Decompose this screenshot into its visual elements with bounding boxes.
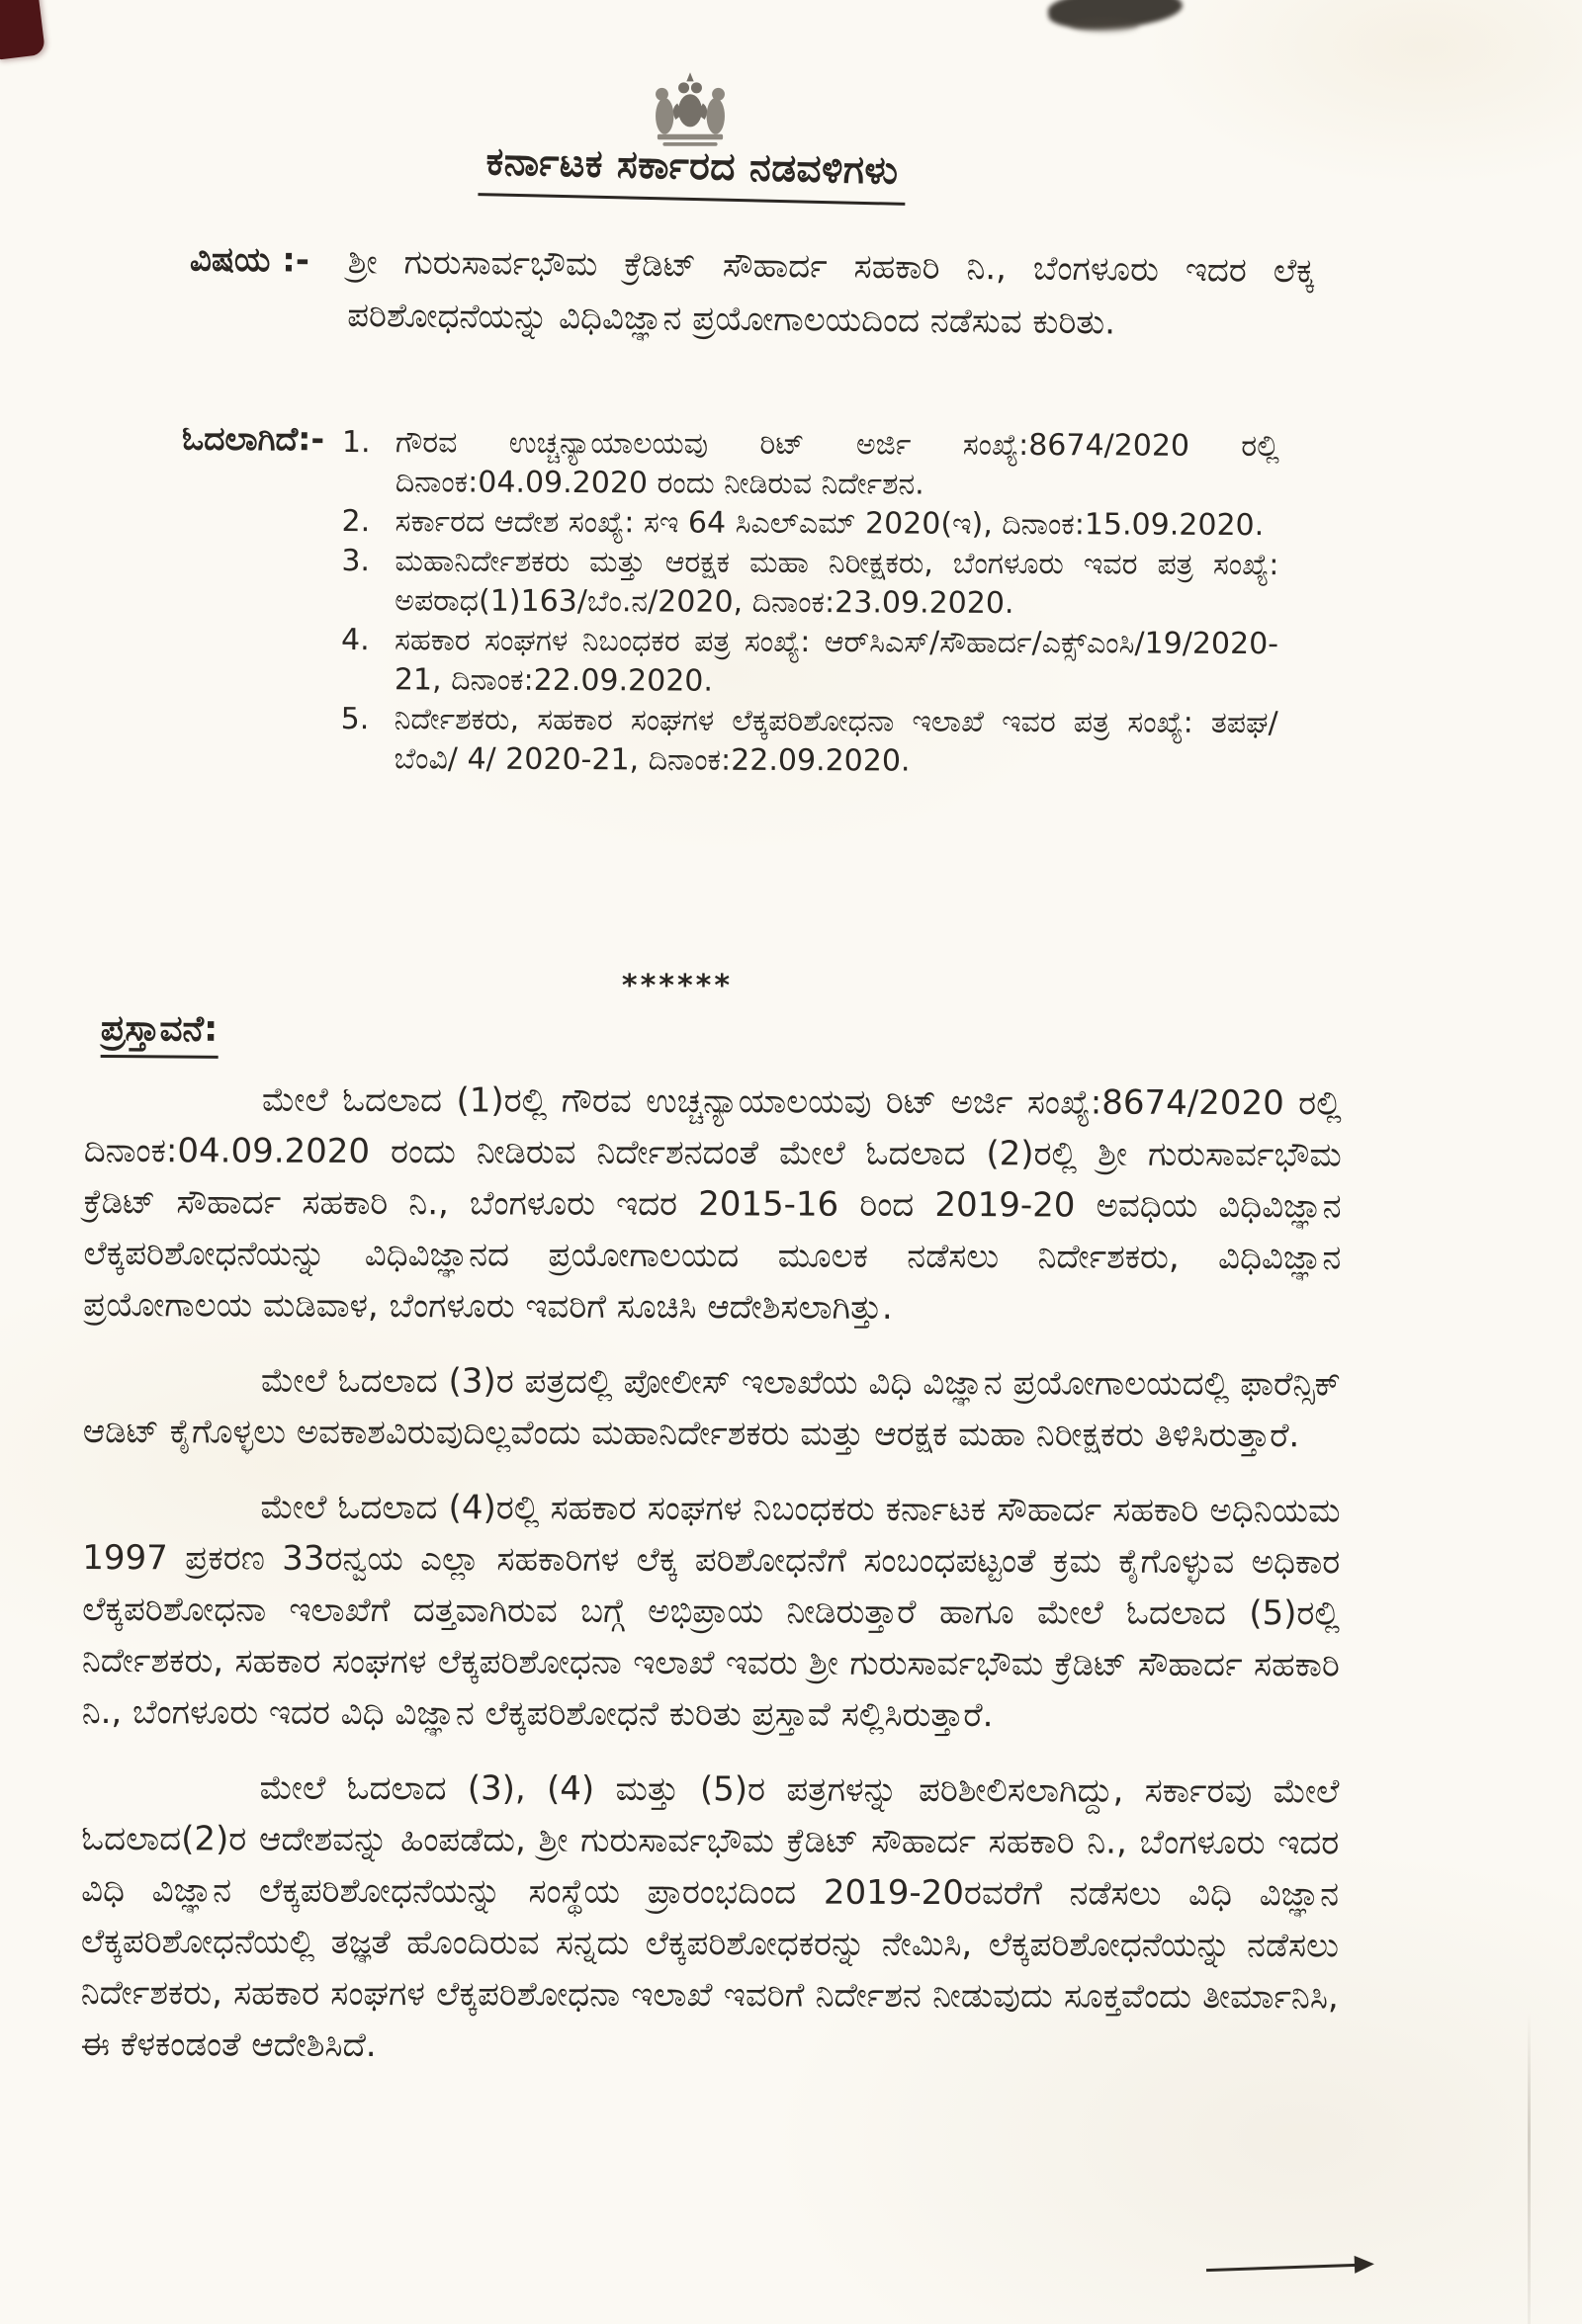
- preamble-heading: ಪ್ರಸ್ತಾವನೆ:: [101, 1008, 219, 1059]
- read-item-number: 4.: [340, 622, 370, 658]
- read-item: [340, 700, 1277, 783]
- subject-label: ವಿಷಯ :-: [189, 239, 310, 281]
- read-item-number: 2.: [341, 503, 371, 540]
- preamble-paragraph: ಮೇಲೆ ಓದಲಾದ (3), (4) ಮತ್ತು (5)ರ ಪತ್ರಗಳನ್ನು ಪರಿಶೀಲಿಸಲಾಗಿದ್ದು, ಸರ್ಕಾರವು ಮೇಲೆ ಓದಲಾದ(2)ರ ಆದೇಶವನ್ನು ಹಿಂಪಡೆದು, ಶ್ರೀ ಗುರುಸಾರ್ವಭೌಮ ಕ್ರೆಡಿಟ್ ಸೌಹಾರ್ದ ಸಹಕಾರಿ ನಿ., ಬೆಂಗಳೂರು ಇದರ ವಿಧಿ ವಿಜ್ಞಾನ ಲೆಕ್ಕಪರಿಶೋಧನೆಯನ್ನು ಸಂಸ್ಥೆಯ ಪ್ರಾರಂಭದಿಂದ 2019-20ರವರೆಗೆ ನಡೆಸಲು ವಿಧಿ ವಿಜ್ಞಾನ ಲೆಕ್ಕಪರಿಶೋಧನೆಯಲ್ಲಿ ತಜ್ಞತೆ ಹೊಂದಿರುವ ಸನ್ನದು ಲೆಕ್ಕಪರಿಶೋಧಕರನ್ನು ನೇಮಿಸಿ, ಲೆಕ್ಕಪರಿಶೋಧನೆಯನ್ನು ನಡೆಸಲು ನಿರ್ದೇಶಕರು, ಸಹಕಾರ ಸಂಘಗಳ ಲೆಕ್ಕಪರಿಶೋಧನಾ ಇಲಾಖೆ ಇವರಿಗೆ ನಿರ್ದೇಶನ ನೀಡುವುದು ಸೂಕ್ತವೆಂದು ತೀರ್ಮಾನಿಸಿ, ಈ ಕೆಳಕಂಡಂತೆ ಆದೇಶಿಸಿದೆ.: [80, 1767, 1340, 2066]
- ink-smudge: [1070, 18, 1139, 32]
- karnataka-emblem-icon: [645, 63, 736, 154]
- preamble-body: [80, 1074, 1342, 2074]
- read-item: [341, 542, 1278, 625]
- preamble-paragraph: ಮೇಲೆ ಓದಲಾದ (4)ರಲ್ಲಿ ಸಹಕಾರ ಸಂಘಗಳ ನಿಬಂಧಕರು ಕರ್ನಾಟಕ ಸೌಹಾರ್ದ ಸಹಕಾರಿ ಅಧಿನಿಯಮ 1997 ಪ್ರಕರಣ 33ರನ್ವಯ ಎಲ್ಲಾ ಸಹಕಾರಿಗಳ ಲೆಕ್ಕ ಪರಿಶೋಧನೆಗೆ ಸಂಬಂಧಪಟ್ಟಂತೆ ಕ್ರಮ ಕೈಗೊಳ್ಳುವ ಅಧಿಕಾರ ಲೆಕ್ಕಪರಿಶೋಧನಾ ಇಲಾಖೆಗೆ ದತ್ತವಾಗಿರುವ ಬಗ್ಗೆ ಅಭಿಪ್ರಾಯ ನೀಡಿರುತ್ತಾರೆ ಹಾಗೂ ಮೇಲೆ ಓದಲಾದ (5)ರಲ್ಲಿ ನಿರ್ದೇಶಕರು, ಸಹಕಾರ ಸಂಘಗಳ ಲೆಕ್ಕಪರಿಶೋಧನಾ ಇಲಾಖೆ ಇವರು ಶ್ರೀ ಗುರುಸಾರ್ವಭೌಮ ಕ್ರೆಡಿಟ್ ಸೌಹಾರ್ದ ಸಹಕಾರಿ ನಿ., ಬೆಂಗಳೂರು ಇದರ ವಿಧಿ ವಿಜ್ಞಾನ ಲೆಕ್ಕಪರಿಶೋಧನೆ ಕುರಿತು ಪ್ರಸ್ತಾವೆ ಸಲ್ಲಿಸಿರುತ್ತಾರೆ.: [81, 1487, 1341, 1736]
- right-arrow-icon: [1206, 2253, 1385, 2282]
- section-separator: ******: [621, 969, 734, 1003]
- read-item-text: ಮಹಾನಿರ್ದೇಶಕರು ಮತ್ತು ಆರಕ್ಷಕ ಮಹಾ ನಿರೀಕ್ಷಕರು, ಬೆಂಗಳೂರು ಇವರ ಪತ್ರ ಸಂಖ್ಯೆ: ಅಪರಾಧ(1)163/ಬೆಂ.ನ/2020, ದಿನಾಂಕ:23.09.2020.: [395, 544, 1279, 621]
- read-item-text: ಗೌರವ ಉಚ್ಚನ್ಯಾಯಾಲಯವು ರಿಟ್ ಅರ್ಜಿ ಸಂಖ್ಯೆ:8674/2020 ರಲ್ಲಿ ದಿನಾಂಕ:04.09.2020 ರಂದು ನೀಡಿರುವ ನಿರ್ದೇಶನ.: [395, 425, 1279, 502]
- read-section-label: ಓದಲಾಗಿದೆ:-: [181, 418, 325, 459]
- read-item-number: 3.: [341, 543, 371, 579]
- document-title-text: ಕರ್ನಾಟಕ ಸರ್ಕಾರದ ನಡವಳಿಗಳು: [478, 139, 907, 206]
- arrow-head: [1355, 2255, 1375, 2274]
- read-list: [340, 423, 1279, 783]
- read-item: [342, 423, 1279, 506]
- read-item-number: 5.: [340, 701, 370, 737]
- page-crease: [1528, 2012, 1531, 2324]
- corner-stamp-mark: [0, 0, 45, 60]
- read-item: [341, 502, 1278, 546]
- arrow-shaft: [1206, 2264, 1357, 2272]
- read-item: [341, 621, 1278, 704]
- read-item-text: ಸರ್ಕಾರದ ಆದೇಶ ಸಂಖ್ಯೆ: ಸಇ 64 ಸಿಎಲ್‌ಎಮ್ 2020(ಇ), ದಿನಾಂಕ:15.09.2020.: [395, 504, 1265, 544]
- document-title: [424, 138, 959, 207]
- subject-text: ಶ್ರೀ ಗುರುಸಾರ್ವಭೌಮ ಕ್ರೆಡಿಟ್ ಸೌಹಾರ್ದ ಸಹಕಾರಿ ನಿ., ಬೆಂಗಳೂರು ಇದರ ಲೆಕ್ಕ ಪರಿಶೋಧನೆಯನ್ನು ವಿಧಿವಿಜ್ಞಾನ ಪ್ರಯೋಗಾಲಯದಿಂದ ನಡೆಸುವ ಕುರಿತು.: [347, 241, 1315, 343]
- read-item-text: ನಿರ್ದೇಶಕರು, ಸಹಕಾರ ಸಂಘಗಳ ಲೆಕ್ಕಪರಿಶೋಧನಾ ಇಲಾಖೆ ಇವರ ಪತ್ರ ಸಂಖ್ಯೆ: ತಪಘ/ ಬೆಂವಿ/ 4/ 2020-21, ದಿನಾಂಕ:22.09.2020.: [394, 702, 1278, 779]
- preamble-paragraph: ಮೇಲೆ ಓದಲಾದ (3)ರ ಪತ್ರದಲ್ಲಿ ಪೋಲೀಸ್ ಇಲಾಖೆಯ ವಿಧಿ ವಿಜ್ಞಾನ ಪ್ರಯೋಗಾಲಯದಲ್ಲಿ ಫಾರೆನ್ಸಿಕ್ ಆಡಿಟ್ ಕೈಗೊಳ್ಳಲು ಅವಕಾಶವಿರುವುದಿಲ್ಲವೆಂದು ಮಹಾನಿರ್ದೇಶಕರು ಮತ್ತು ಆರಕ್ಷಕ ಮಹಾ ನಿರೀಕ್ಷಕರು ತಿಳಿಸಿರುತ್ತಾರೆ.: [82, 1360, 1341, 1456]
- read-item-number: 1.: [341, 424, 371, 461]
- preamble-paragraph: ಮೇಲೆ ಓದಲಾದ (1)ರಲ್ಲಿ ಗೌರವ ಉಚ್ಚನ್ಯಾಯಾಲಯವು ರಿಟ್ ಅರ್ಜಿ ಸಂಖ್ಯೆ:8674/2020 ರಲ್ಲಿ ದಿನಾಂಕ:04.09.2020 ರಂದು ನೀಡಿರುವ ನಿರ್ದೇಶನದಂತೆ ಮೇಲೆ ಓದಲಾದ (2)ರಲ್ಲಿ ಶ್ರೀ ಗುರುಸಾರ್ವಭೌಮ ಕ್ರೆಡಿಟ್ ಸೌಹಾರ್ದ ಸಹಕಾರಿ ನಿ., ಬೆಂಗಳೂರು ಇದರ 2015-16 ರಿಂದ 2019-20 ಅವಧಿಯ ವಿಧಿವಿಜ್ಞಾನ ಲೆಕ್ಕಪರಿಶೋಧನೆಯನ್ನು ವಿಧಿವಿಜ್ಞಾನದ ಪ್ರಯೋಗಾಲಯದ ಮೂಲಕ ನಡೆಸಲು ನಿರ್ದೇಶಕರು, ವಿಧಿವಿಜ್ಞಾನ ಪ್ರಯೋಗಾಲಯ ಮಡಿವಾಳ, ಬೆಂಗಳೂರು ಇವರಿಗೆ ಸೂಚಿಸಿ ಆದೇಶಿಸಲಾಗಿತ್ತು.: [83, 1079, 1342, 1328]
- read-item-text: ಸಹಕಾರ ಸಂಘಗಳ ನಿಬಂಧಕರ ಪತ್ರ ಸಂಖ್ಯೆ: ಆರ್‌ಸಿಎಸ್/ಸೌಹಾರ್ದ/ಎಕ್ಸ್‌ಎಂಸಿ/19/2020-21, ದಿನಾಂಕ:22.09.2020.: [394, 623, 1279, 699]
